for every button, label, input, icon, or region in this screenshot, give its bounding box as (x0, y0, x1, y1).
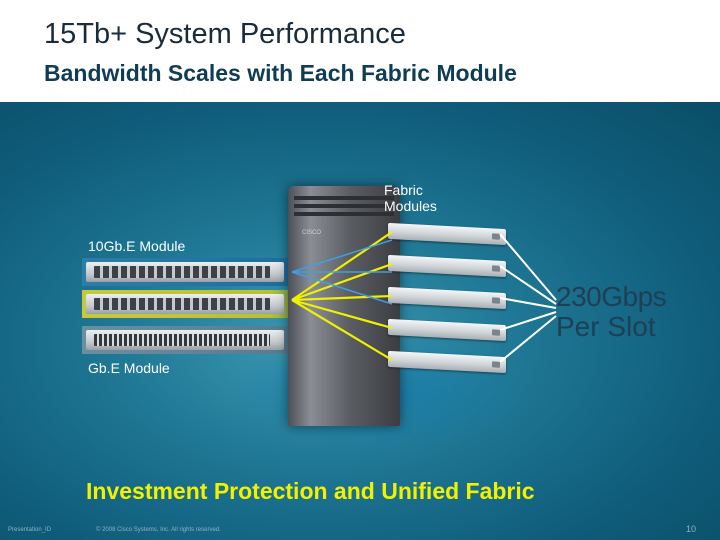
yellow-link-line (292, 232, 392, 300)
footer-presentation-id: Presentation_ID (8, 527, 52, 533)
bandwidth-unit-label: Per Slot (556, 311, 656, 342)
slide-title: 15Tb+ System Performance (44, 18, 406, 50)
page-number: 10 (685, 524, 696, 534)
bandwidth-per-slot (556, 282, 666, 342)
fabric-modules-label (384, 182, 437, 214)
fabric-label-line: Fabric (384, 182, 423, 198)
slide-subtitle: Bandwidth Scales with Each Fabric Module (44, 60, 517, 86)
footer-copyright: © 2008 Cisco Systems, Inc. All rights reserved. (96, 527, 221, 533)
white-link-line (500, 316, 556, 362)
white-link-line (500, 266, 556, 304)
module-gbe-label: Gb.E Module (88, 360, 170, 376)
tagline: Investment Protection and Unified Fabric (86, 478, 535, 504)
module-10gbe-label: 10Gb.E Module (88, 238, 186, 254)
yellow-link-line (292, 300, 392, 360)
yellow-link-line (292, 300, 392, 328)
bandwidth-value: 230Gbps (556, 281, 667, 312)
white-link-line (500, 234, 556, 300)
fabric-label-line: Modules (384, 198, 437, 214)
white-link-line (500, 312, 556, 330)
yellow-link-line (292, 264, 392, 300)
chassis-logo: CISCO (302, 230, 322, 236)
